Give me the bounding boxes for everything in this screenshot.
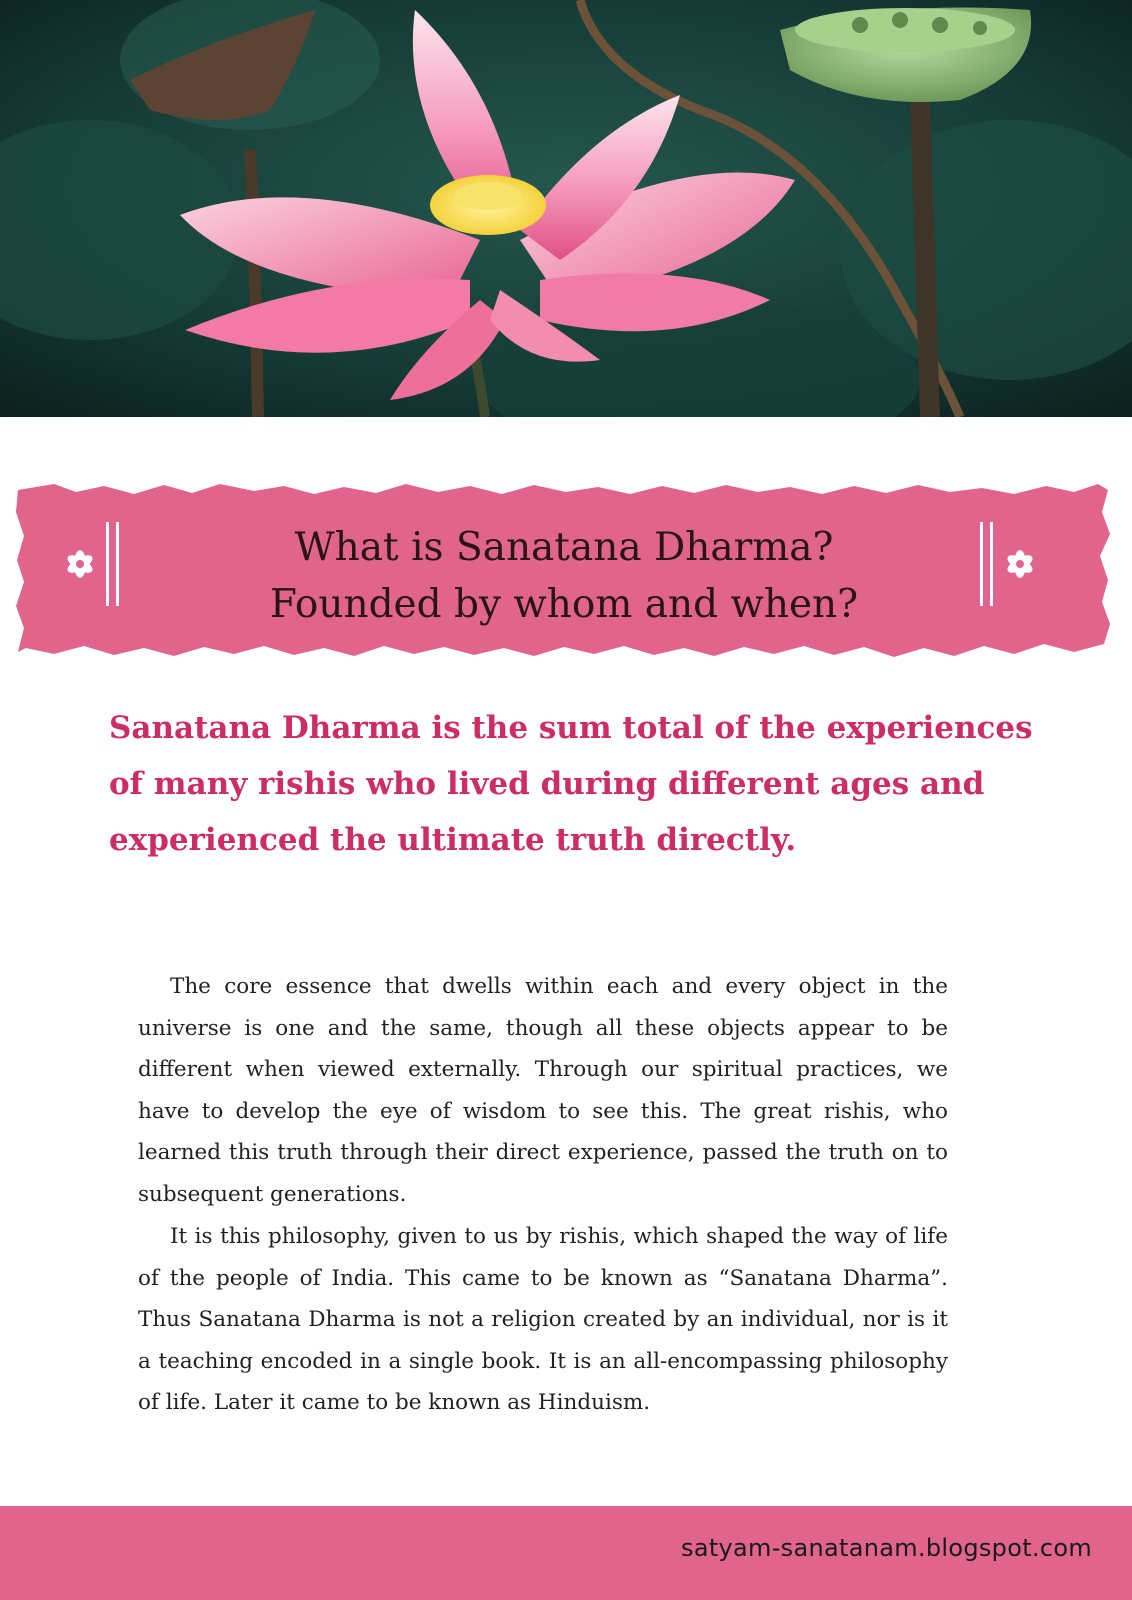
body-paragraph: The core essence that dwells within each and every object in the universe is one and the same, though all these objects appear to be different when viewed externally. Through our spiritual practices, we have to develop the eye of wisdom to see this. The great rishis, who learned this truth through their direct experience, passed the truth on to subsequent generations. bbox=[138, 974, 948, 1207]
asterisk-flower-icon bbox=[50, 516, 140, 606]
page-title-line-2: Founded by whom and when? bbox=[269, 582, 859, 627]
lead-statement bbox=[109, 700, 1069, 868]
lead-line: Sanatana Dharma is the sum total of the experiences bbox=[109, 710, 1033, 746]
title-banner bbox=[14, 482, 1112, 658]
lead-line: of many rishis who lived during different ages and bbox=[109, 766, 985, 802]
lead-line: experienced the ultimate truth directly. bbox=[109, 822, 797, 858]
body-paragraph: It is this philosophy, given to us by rishis, which shaped the way of life of the people of India. This came to be known as “Sanatana Dharma”. Thus Sanatana Dharma is not a religion created by an individual, nor is it a teaching encoded in a single book. It is an all-encompassing philosophy of life. Later it came to be known as Hinduism. bbox=[138, 1224, 948, 1415]
footer-website-link[interactable]: satyam-sanatanam.blogspot.com bbox=[681, 1534, 1092, 1562]
hero-lotus-photo bbox=[0, 0, 1132, 417]
asterisk-flower-icon bbox=[970, 516, 1060, 606]
page-title-line-1: What is Sanatana Dharma? bbox=[294, 525, 834, 570]
footer-bar bbox=[0, 1506, 1132, 1600]
